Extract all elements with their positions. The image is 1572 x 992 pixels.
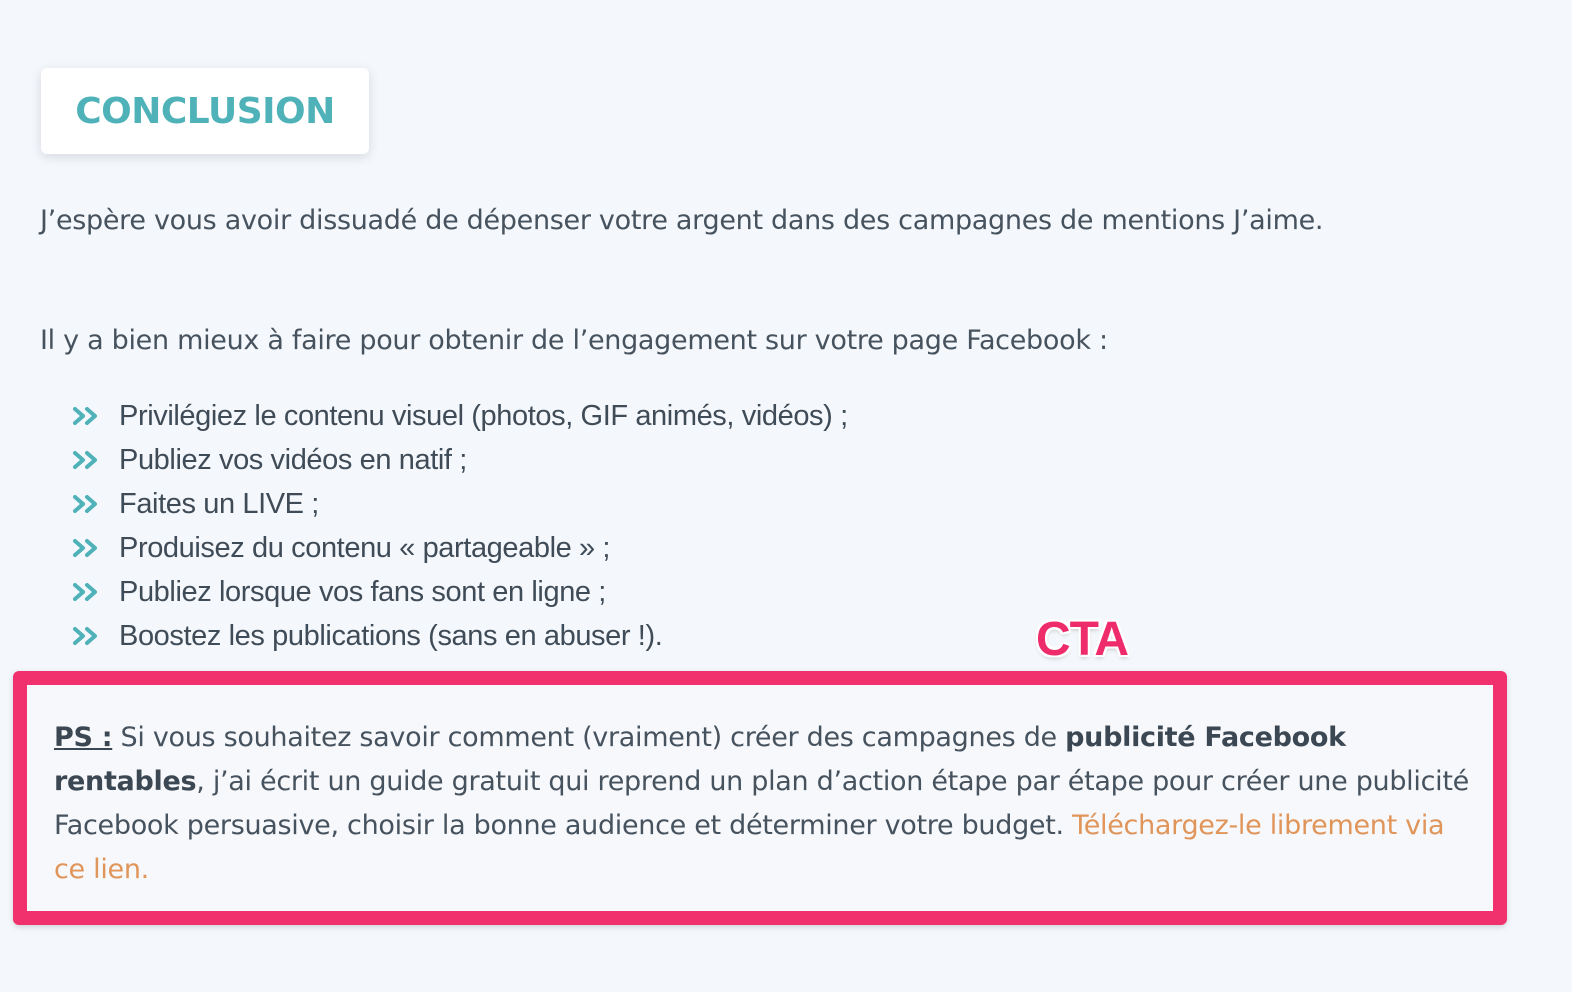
double-chevron-right-icon [72, 449, 102, 471]
intro-paragraph-1: J’espère vous avoir dissuadé de dépenser votre argent dans des campagnes de mentions J’aime. [40, 205, 1324, 236]
cta-highlight-box [13, 671, 1507, 925]
download-guide-link[interactable]: Téléchargez-le librement via ce lien. [54, 810, 1445, 885]
conclusion-heading-card [41, 68, 369, 154]
double-chevron-right-icon [72, 493, 102, 515]
ps-paragraph [54, 716, 1474, 892]
ps-label: PS : [54, 722, 113, 753]
list-item [72, 482, 848, 526]
ps-text-2: , j’ai écrit un guide gratuit qui reprend un plan d’action étape par étape pour créer une publicité Facebook persuasive, choisir la bonne audience et déterminer votre budget. [54, 766, 1469, 841]
double-chevron-right-icon [72, 581, 102, 603]
section-heading: CONCLUSION [75, 90, 335, 132]
list-item [72, 438, 848, 482]
list-item [72, 614, 848, 658]
intro-paragraph-2: Il y a bien mieux à faire pour obtenir de l’engagement sur votre page Facebook : [40, 325, 1108, 356]
list-item [72, 526, 848, 570]
cta-annotation-label: CTA [1036, 613, 1129, 666]
double-chevron-right-icon [72, 625, 102, 647]
double-chevron-right-icon [72, 537, 102, 559]
tip-text: Produisez du contenu « partageable » ; [119, 531, 611, 564]
ps-text-1: Si vous souhaitez savoir comment (vraiment) créer des campagnes de [112, 722, 1066, 753]
tip-text: Faites un LIVE ; [119, 487, 319, 520]
tip-text: Privilégiez le contenu visuel (photos, GIF animés, vidéos) ; [119, 399, 848, 432]
tips-list [72, 394, 848, 658]
tip-text: Publiez vos vidéos en natif ; [119, 443, 467, 476]
tip-text: Boostez les publications (sans en abuser !). [119, 619, 663, 652]
list-item [72, 394, 848, 438]
double-chevron-right-icon [72, 405, 102, 427]
list-item [72, 570, 848, 614]
tip-text: Publiez lorsque vos fans sont en ligne ; [119, 575, 606, 608]
ps-bold-text: publicité Facebook rentables [54, 722, 1346, 797]
